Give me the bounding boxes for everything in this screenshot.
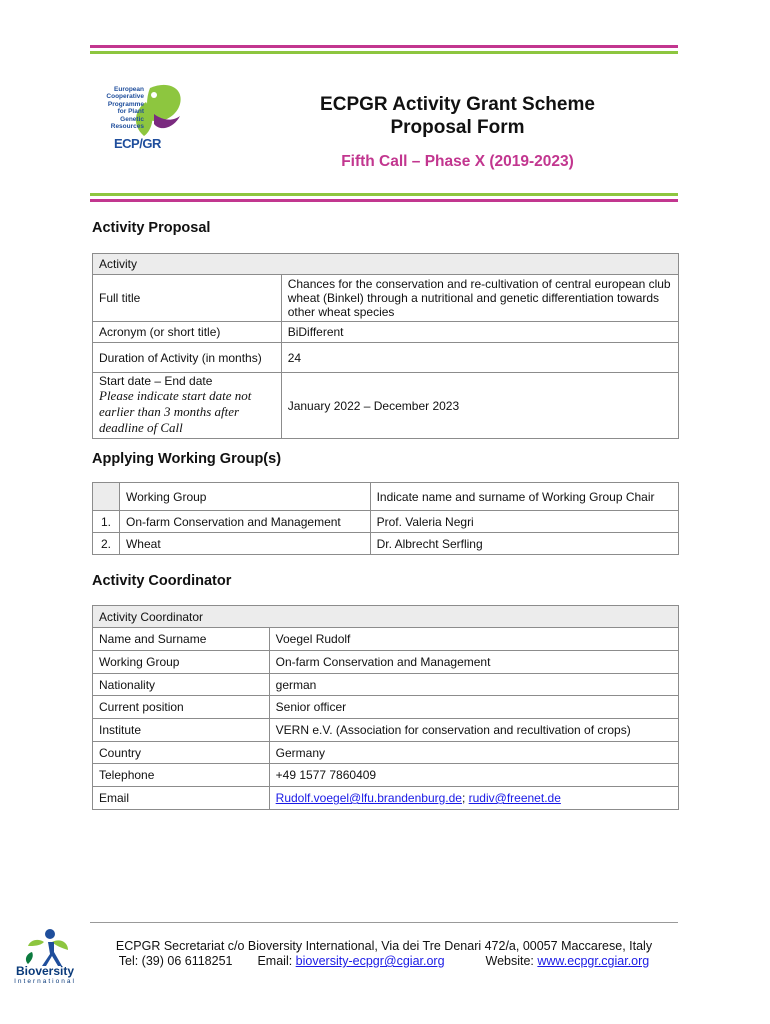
email-separator: ; [461, 791, 469, 805]
section-heading-activity-proposal: Activity Proposal [92, 220, 211, 236]
coord-label-telephone: Telephone [93, 764, 270, 787]
wg-chair-col-header: Indicate name and surname of Working Group Chair [370, 483, 678, 511]
activity-table [92, 253, 679, 439]
coord-value-country: Germany [269, 742, 678, 764]
logo-line: Genetic [120, 115, 144, 123]
coord-label-name: Name and Surname [93, 628, 270, 651]
wg-col-header: Working Group [119, 483, 370, 511]
logo-line: for Plant [117, 108, 144, 116]
logo-line: Programme [107, 100, 144, 108]
wg-row-chair: Dr. Albrecht Serfling [370, 533, 678, 555]
form-title [240, 93, 675, 139]
coord-value-position: Senior officer [269, 696, 678, 719]
logo-line: European [114, 86, 144, 93]
wg-row-group: Wheat [119, 533, 370, 555]
activity-table-header: Activity [93, 254, 679, 275]
coord-email-link-1[interactable]: Rudolf.voegel@lfu.brandenburg.de [275, 791, 462, 805]
wg-row-chair: Prof. Valeria Negri [370, 511, 678, 533]
footer-contact [90, 953, 678, 969]
footer-address: ECPGR Secretariat c/o Bioversity International, Via dei Tre Denari 472/a, 00057 Maccarese, Italy [115, 939, 653, 953]
footer-email-link[interactable]: bioversity-ecpgr@cgiar.org [295, 954, 445, 968]
logo-line: Resources [110, 123, 144, 131]
footer-website-label: Website: [485, 954, 538, 968]
footer-tel: Tel: (39) 06 6118251 [118, 954, 233, 968]
section-heading-coordinator: Activity Coordinator [92, 573, 232, 589]
start-date-note: Please indicate start date not earlier than 3 months after deadline of Call [99, 388, 252, 435]
wg-num-header [93, 483, 120, 511]
coord-value-working-group: On-farm Conservation and Management [269, 651, 678, 674]
mid-rule-pink [90, 199, 678, 202]
label-duration: Duration of Activity (in months) [93, 343, 282, 373]
coord-value-telephone: +49 1577 7860409 [269, 764, 678, 787]
bioversity-figure-icon [8, 928, 82, 968]
value-duration: 24 [281, 343, 678, 373]
top-rule-pink [90, 45, 678, 48]
logo-brand: ECP/GR [114, 136, 161, 151]
coordinator-table [92, 605, 679, 810]
mid-rule-green [90, 193, 678, 196]
value-acronym: BiDifferent [281, 322, 678, 343]
bioversity-logo [8, 928, 82, 986]
section-heading-working-groups: Applying Working Group(s) [92, 451, 282, 467]
working-groups-table [92, 482, 679, 555]
label-start-end-date [93, 373, 282, 439]
top-rule-green [90, 51, 678, 54]
form-subtitle: Fifth Call – Phase X (2019-2023) [341, 153, 574, 170]
label-full-title: Full title [93, 275, 282, 322]
wg-row-number: 2. [93, 533, 120, 555]
label-start-end-date-text: Start date – End date [99, 374, 213, 388]
wg-row-number: 1. [93, 511, 120, 533]
coord-label-nationality: Nationality [93, 674, 270, 696]
logo-line: Cooperative [106, 93, 144, 101]
coord-email-link-2[interactable]: rudiv@freenet.de [468, 791, 561, 805]
wg-row-group: On-farm Conservation and Management [119, 511, 370, 533]
coord-value-name: Voegel Rudolf [269, 628, 678, 651]
coord-label-working-group: Working Group [93, 651, 270, 674]
coord-label-country: Country [93, 742, 270, 764]
coord-label-institute: Institute [93, 719, 270, 742]
coord-label-position: Current position [93, 696, 270, 719]
title-line-1: ECPGR Activity Grant Scheme [320, 94, 595, 115]
value-full-title: Chances for the conservation and re-cultivation of central european club wheat (Binkel) through a nutritional and genetic differentiation towards other wheat species [281, 275, 678, 322]
coord-value-email [269, 787, 678, 810]
coordinator-table-header: Activity Coordinator [93, 606, 679, 628]
coord-value-nationality: german [269, 674, 678, 696]
label-acronym: Acronym (or short title) [93, 322, 282, 343]
bioversity-sub: International [14, 978, 76, 985]
footer-email-label: Email: [257, 954, 296, 968]
coord-value-institute: VERN e.V. (Association for conservation and recultivation of crops) [269, 719, 678, 742]
footer-rule [90, 922, 678, 923]
footer-website-link[interactable]: www.ecpgr.cgiar.org [537, 954, 650, 968]
coord-label-email: Email [93, 787, 270, 810]
title-line-2: Proposal Form [390, 117, 525, 138]
bioversity-name: Bioversity [15, 964, 75, 978]
ecpgr-logo [88, 80, 188, 152]
value-start-end-date: January 2022 – December 2023 [281, 373, 678, 439]
